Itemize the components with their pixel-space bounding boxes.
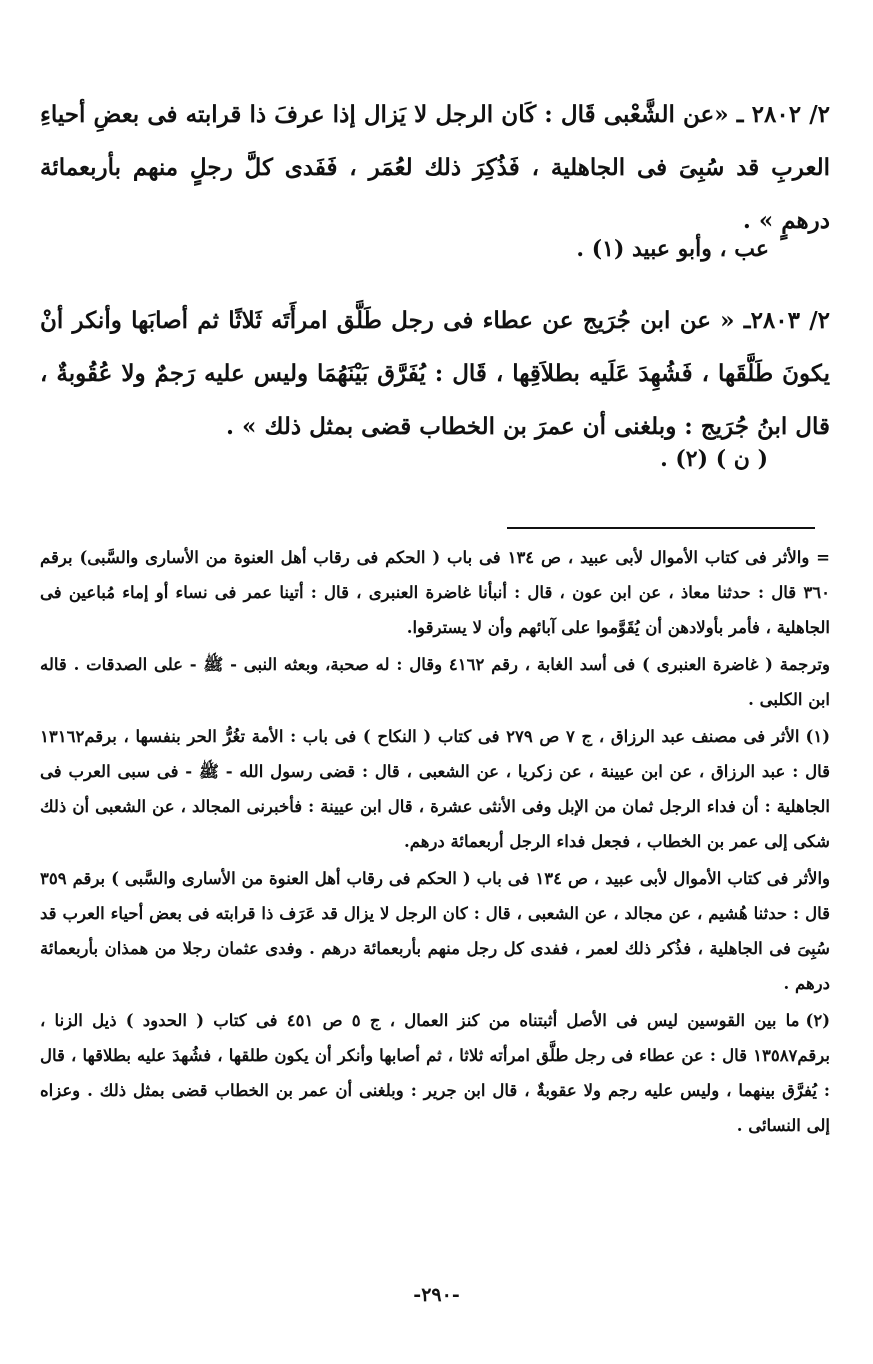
page-number: -٢٩٠- <box>413 1284 460 1306</box>
footnote-text: ما بين القوسين ليس فى الأصل أثبتناه من كنز العمال ، ج ٥ ص ٤٥١ فى كتاب ( الحدود ) ذيل الزنا ، برقم١٣٥٨٧ قال : عن عطاء فى رجل طلَّق امرأته ثلاثا ، ثم أصابها وأنكر أن يكون طلقها ، فشُهدَ عليه بطلاقها ، قال : يُفرَّق بينهما ، وليس عليه رجم ولا عقوبةٌ ، قال ابن جرير : وبلغنى أن عمر بن الخطاب قضى بمثل ذلك . وعزاه إلى النسائى . <box>40 1011 830 1135</box>
entry-source-2803: ( ن ) (٢) . <box>660 446 768 472</box>
footnotes <box>40 540 830 1145</box>
footnote-1 <box>40 719 830 859</box>
footnote-text: الأثر فى مصنف عبد الرزاق ، ج ٧ ص ٢٧٩ فى كتاب ( النكاح ) فى باب : الأمة تغُرُّ الحر بنفسها ، برقم١٣١٦٢ قال : عبد الرزاق ، عن ابن عيينة ، عن زكريا ، عن الشعبى ، قال : قضى رسول الله - ﷺ - فى سبى العرب فى الجاهلية : أن فداء الرجل ثمان من الإبل وفى الأنثى عشرة ، قال ابن عيينة : فأخبرنى المجالد ، عن الشعبى أن ذلك شكى إلى عمر بن الخطاب ، فجعل فداء الرجل أربعمائة درهم. <box>40 727 830 851</box>
footnote-divider <box>507 527 815 529</box>
footnote-text: وترجمة ( غاضرة العنبرى ) فى أسد الغابة ، رقم ٤١٦٢ وقال : له صحبة، وبعثه النبى - ﷺ - على الصدقات . قاله ابن الكلبى . <box>40 655 830 709</box>
hadith-entry-2802: ٢/ ٢٨٠٢ ـ «عن الشَّعْبى قَال : كَان الرجل لا يَزال إذا عرفَ ذا قرابته فى بعضِ أحياءِ العربِ قد سُبِىَ فى الجاهلية ، فَذُكِرَ ذلك لعُمَر ، فَفَدى كلَّ رجلٍ منهم بأربعمائة درهمٍ » . <box>40 101 830 234</box>
footnote-number: (٢) <box>805 1011 830 1030</box>
footnote-number: (١) <box>805 727 830 746</box>
footnote-2 <box>40 1003 830 1143</box>
footnote-continuation <box>40 540 830 645</box>
footnote-text: = والأثر فى كتاب الأموال لأبى عبيد ، ص ١٣٤ فى باب ( الحكم فى رقاب أهل العنوة من الأسارى والسَّبى) برقم ٣٦٠ قال : حدثنا معاذ ، عن ابن عون ، قال : أنبأنا غاضرة العنبرى ، قال : أتينا عمر فى نساء أو إماء مُباعين فى الجاهلية ، فأمر بأولادهن أن يُقَوَّموا على آبائهم وأن لا يسترقوا. <box>40 548 831 637</box>
footnote-1-continuation <box>40 861 830 1001</box>
footnote-biography <box>40 647 830 717</box>
hadith-entry-2803: ٢/ ٢٨٠٣ـ « عن ابن جُرَيج عن عطاء فى رجل طَلَّق امرأَتَه ثَلاثًا ثم أصابَها وأنكر أنْ يكونَ طَلَّقَها ، فَشُهِدَ عَلَيه بطلاَقِها ، قَال : يُفَرَّق بَيْنَهُمَا وليس عليه رَجمٌ ولا عُقُوبةٌ ، قال ابنُ جُرَيج : وبلغنى أن عمرَ بن الخطاب قضى بمثل ذلك » . <box>40 307 830 440</box>
footnote-text: والأثر فى كتاب الأموال لأبى عبيد ، ص ١٣٤ فى باب ( الحكم فى رقاب أهل العنوة من الأسارى والسَّبى ) برقم ٣٥٩ قال : حدثنا هُشيم ، عن مجالد ، عن الشعبى ، قال : كان الرجل لا يزال قد عَرَف ذا قرابته فى بعض أحياء العرب قد سُبِىَ فى الجاهلية ، فذُكر ذلك لعمر ، ففدى كل رجل منهم بأربعمائة درهم . وفدى عثمان رجلا من همذان بأربعمائة درهم . <box>40 869 831 993</box>
entry-source-2802: عب ، وأبو عبيد (١) . <box>576 236 769 262</box>
